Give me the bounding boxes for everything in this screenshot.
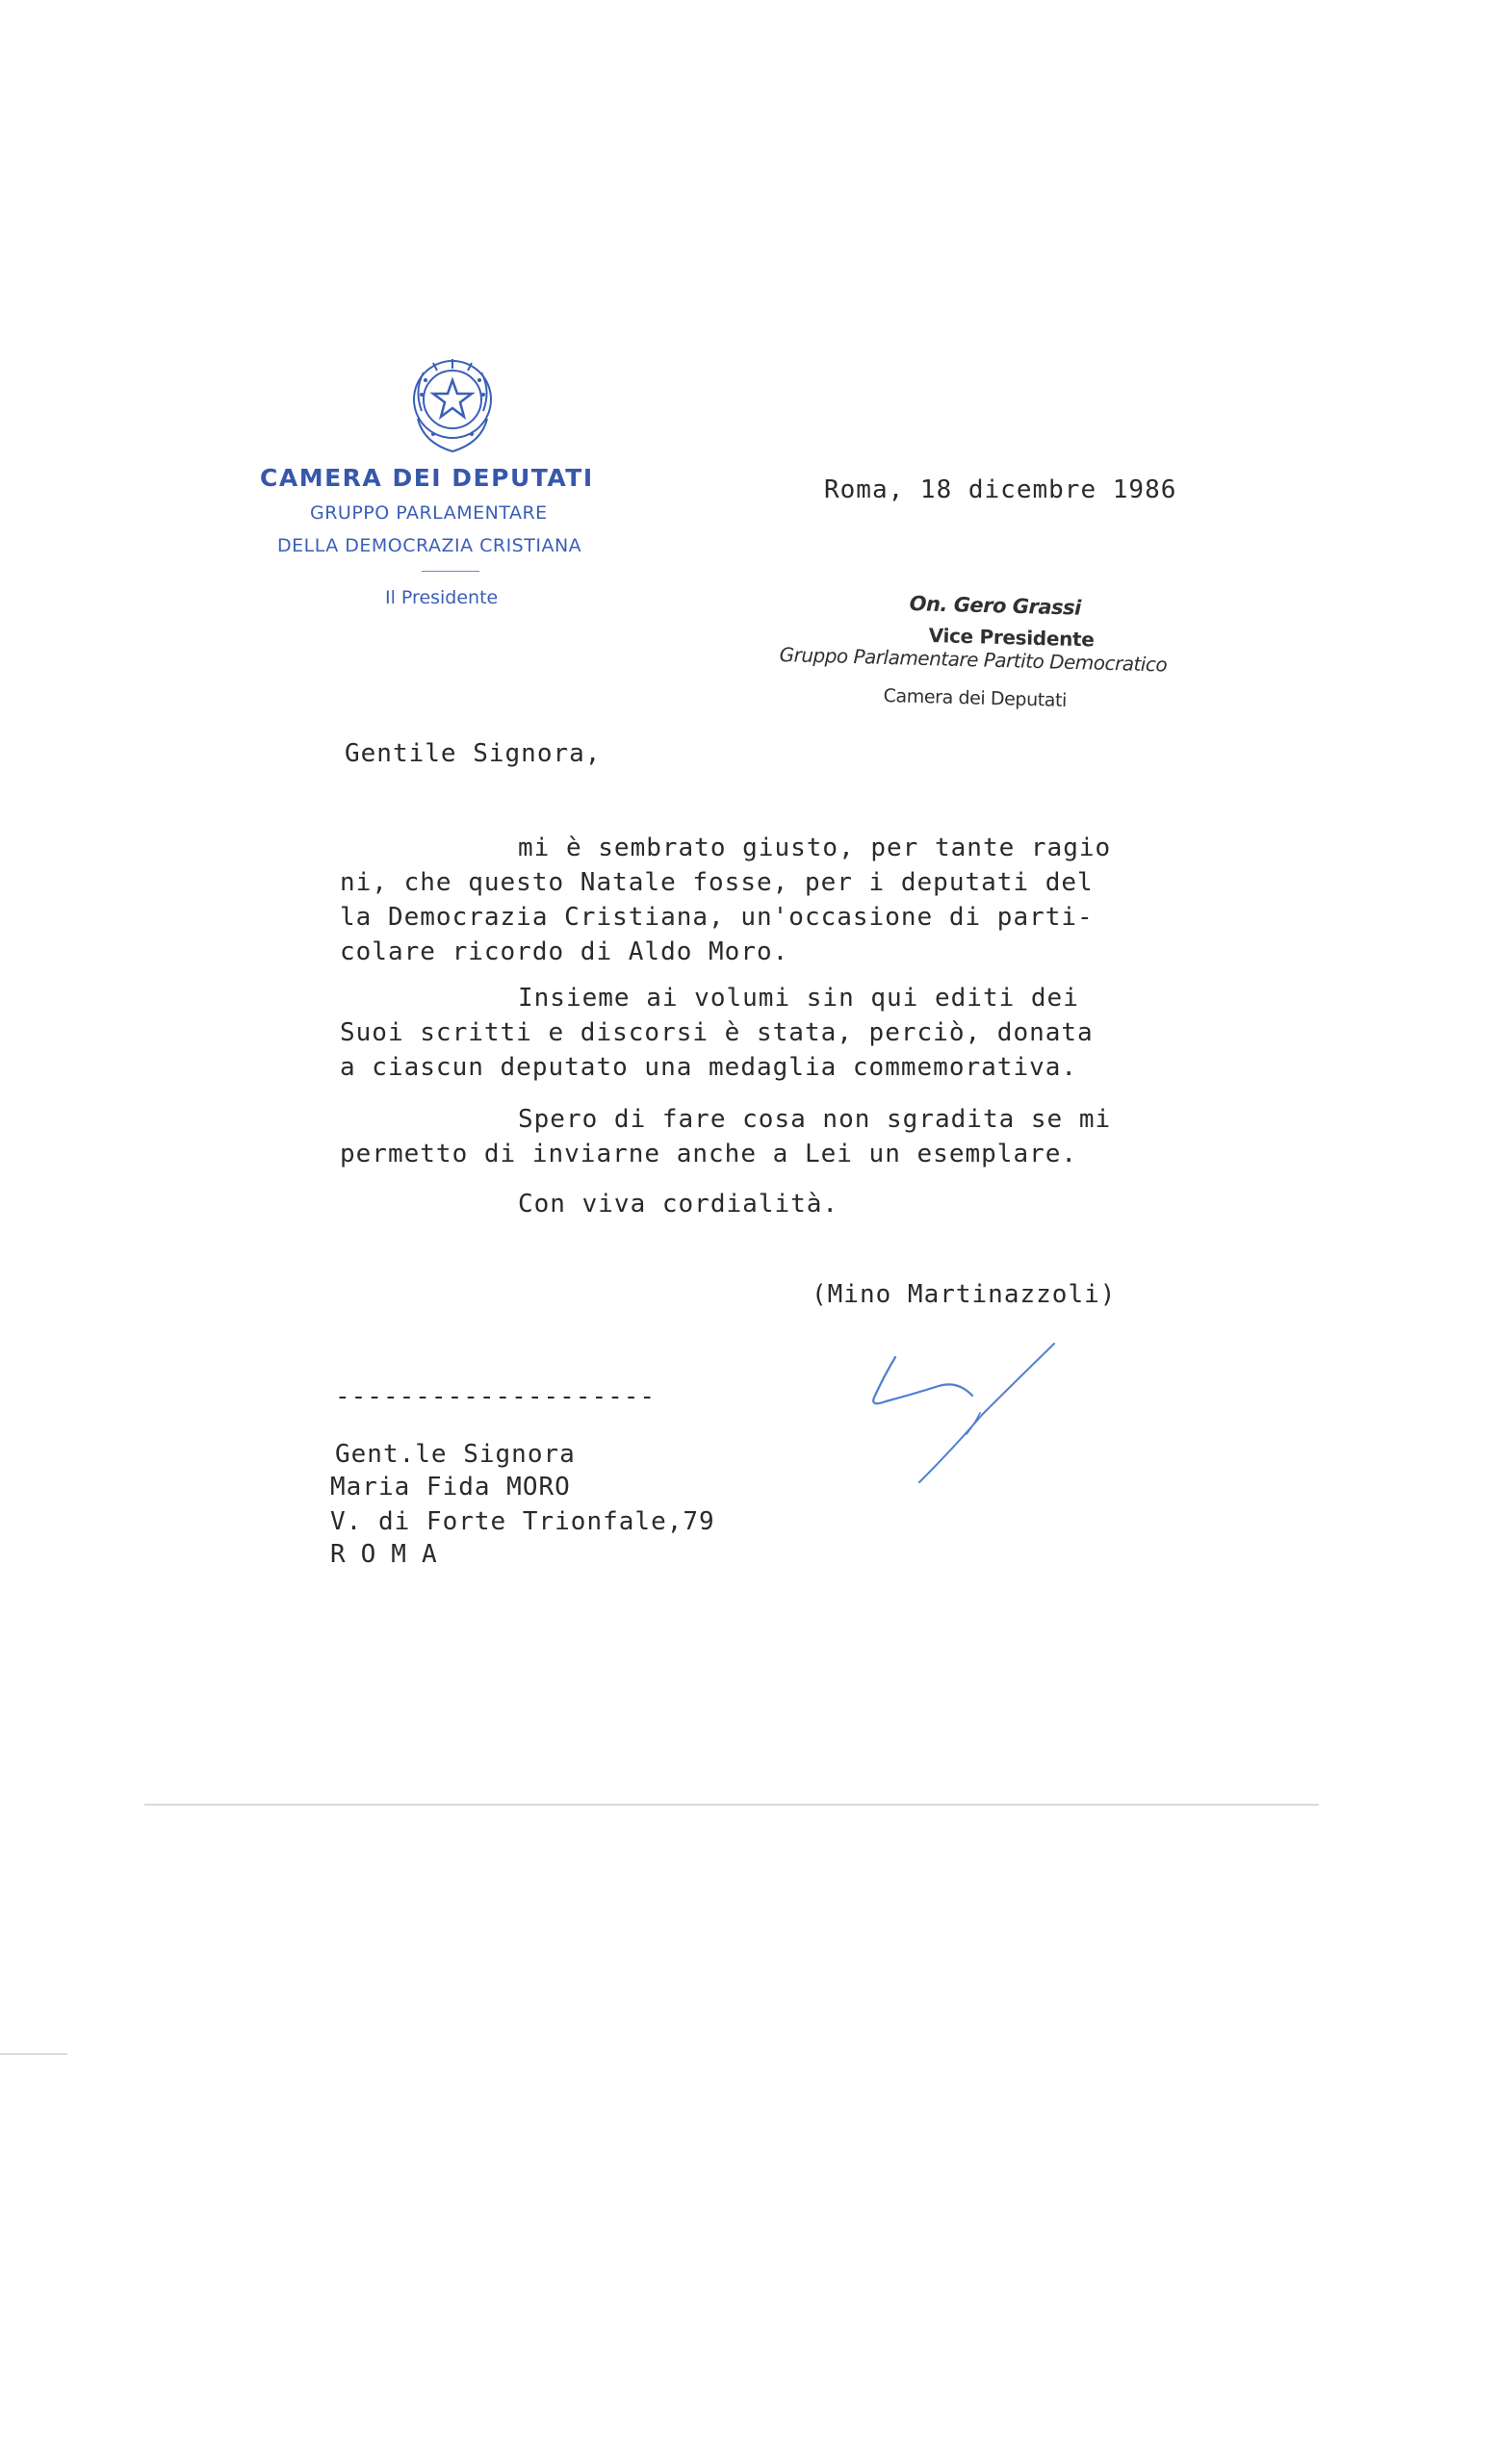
address-line: Maria Fida MORO — [330, 1473, 571, 1502]
body-line: Spero di fare cosa non sgradita se mi — [518, 1105, 1112, 1134]
italian-republic-emblem-icon — [404, 351, 501, 457]
body-line: permetto di inviarne anche a Lei un esemplare. — [340, 1140, 1078, 1168]
letterhead-group-line2: DELLA DEMOCRAZIA CRISTIANA — [277, 535, 582, 556]
letterhead-group-line1: GRUPPO PARLAMENTARE — [310, 502, 548, 524]
scan-edge-mark — [0, 2053, 67, 2055]
body-line: a ciascun deputato una medaglia commemorativa. — [340, 1053, 1078, 1082]
body-line: ni, che questo Natale fosse, per i deputati del — [340, 868, 1094, 897]
address-line: ROMA — [330, 1540, 452, 1569]
body-line: Suoi scritti e discorsi è stata, perciò, donata — [340, 1018, 1094, 1047]
separator-line: -------------------- — [335, 1382, 657, 1411]
body-line: mi è sembrato giusto, per tante ragio — [518, 834, 1112, 862]
letter-date: Roma, 18 dicembre 1986 — [824, 475, 1177, 504]
body-line: Con viva cordialità. — [518, 1190, 839, 1219]
letterhead-role: Il Presidente — [385, 587, 499, 608]
address-line: Gent.le Signora — [335, 1440, 576, 1469]
body-line: la Democrazia Cristiana, un'occasione di parti- — [340, 903, 1094, 932]
letterhead-institution: CAMERA DEI DEPUTATI — [260, 464, 594, 492]
stamp-group: Gruppo Parlamentare Partito Democratico — [779, 643, 1168, 677]
stamp-name: On. Gero Grassi — [909, 592, 1082, 620]
signature-name: (Mino Martinazzoli) — [812, 1280, 1117, 1309]
page-bottom-rule — [144, 1804, 1319, 1806]
stamp-institution: Camera dei Deputati — [883, 685, 1068, 711]
address-line: V. di Forte Trionfale,79 — [330, 1507, 715, 1536]
letter-salutation: Gentile Signora, — [345, 739, 602, 768]
stamp-title: Vice Presidente — [928, 624, 1095, 652]
letterhead-divider — [422, 571, 479, 572]
body-line: Insieme ai volumi sin qui editi dei — [518, 984, 1079, 1013]
body-line: colare ricordo di Aldo Moro. — [340, 937, 789, 966]
handwritten-signature-icon — [866, 1338, 1069, 1492]
